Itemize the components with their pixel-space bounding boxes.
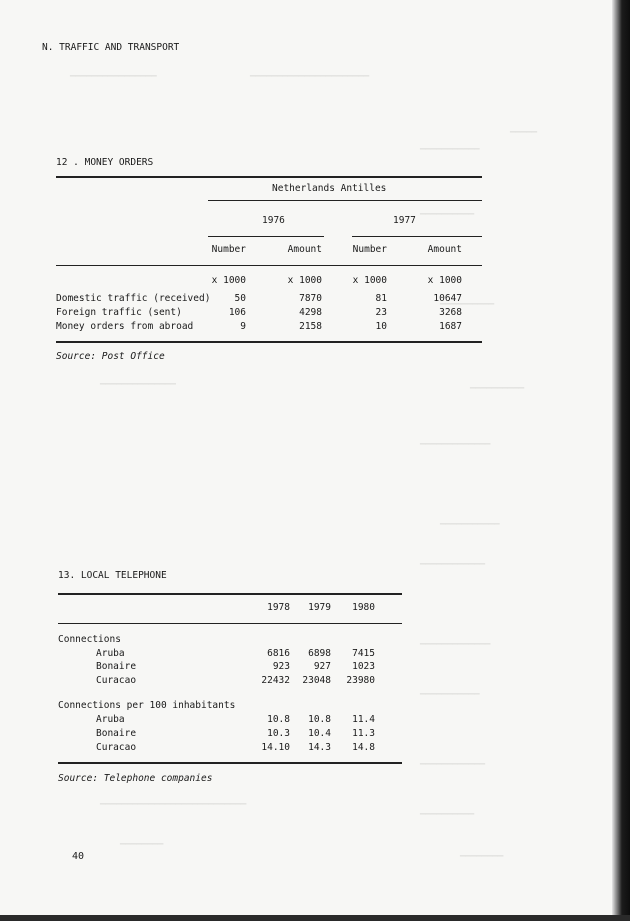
table12-unit: x 1000 (287, 275, 322, 286)
table13-cell: 10.8 (267, 714, 290, 725)
table13-group-heading: Connections (58, 634, 121, 645)
table12-cell: 10647 (433, 293, 462, 304)
table12-year-rule-1977 (352, 236, 482, 237)
table12-col-header: Number (211, 244, 246, 255)
table12-year-1977: 1977 (393, 215, 416, 226)
table12-row-label: Domestic traffic (received) (56, 293, 211, 304)
table13-cell: 23980 (346, 675, 375, 686)
table13-header-rule (58, 623, 402, 624)
table13-bottom-rule (58, 762, 402, 764)
table13-source: Source: Telephone companies (58, 773, 213, 784)
table13-year: 1980 (352, 602, 375, 613)
table12-source: Source: Post Office (56, 351, 165, 362)
table12-header-rule (56, 265, 482, 266)
table13-row-label: Curacao (96, 675, 137, 686)
table13-row-label: Curacao (96, 742, 137, 753)
table13-cell: 10.8 (308, 714, 331, 725)
table13-row-label: Aruba (96, 714, 125, 725)
table13-year: 1979 (308, 602, 331, 613)
table12-region: Netherlands Antilles (272, 183, 387, 194)
table13-cell: 10.3 (267, 728, 290, 739)
table12-unit: x 1000 (211, 275, 246, 286)
table12-cell: 7870 (299, 293, 322, 304)
table13-cell: 14.3 (308, 742, 331, 753)
table12-cell: 106 (228, 307, 246, 318)
table13-row-label: Aruba (96, 648, 125, 659)
table12-col-header: Amount (427, 244, 462, 255)
table12-title: 12 . MONEY ORDERS (56, 157, 154, 168)
table12-unit: x 1000 (427, 275, 462, 286)
table12-cell: 81 (375, 293, 387, 304)
table12-top-rule (56, 176, 482, 178)
table12-bottom-rule (56, 341, 482, 343)
table13-cell: 11.3 (352, 728, 375, 739)
table13-cell: 1023 (352, 661, 375, 672)
table13-cell: 10.4 (308, 728, 331, 739)
table12-cell: 4298 (299, 307, 322, 318)
table12-year-1976: 1976 (262, 215, 285, 226)
table13-row-label: Bonaire (96, 728, 137, 739)
table12-cell: 9 (240, 321, 246, 332)
table12-year-rule-1976 (208, 236, 324, 237)
scan-bottom-edge (0, 915, 630, 921)
table13-top-rule (58, 593, 402, 595)
page-number: 40 (72, 851, 85, 862)
table13-year: 1978 (267, 602, 290, 613)
table12-col-header: Number (352, 244, 387, 255)
table12-row-label: Foreign traffic (sent) (56, 307, 182, 318)
table13-cell: 23048 (302, 675, 331, 686)
table13-cell: 923 (272, 661, 290, 672)
scan-edge-shadow (612, 0, 630, 921)
table12-unit: x 1000 (352, 275, 387, 286)
table13-cell: 14.8 (352, 742, 375, 753)
table12-cell: 50 (234, 293, 246, 304)
table12-region-rule (208, 200, 482, 201)
table13-cell: 11.4 (352, 714, 375, 725)
table13-cell: 14.10 (261, 742, 290, 753)
table13-cell: 927 (313, 661, 331, 672)
table12-cell: 23 (375, 307, 387, 318)
table13-cell: 22432 (261, 675, 290, 686)
table12-cell: 10 (375, 321, 387, 332)
table13-cell: 6898 (308, 648, 331, 659)
table12-cell: 3268 (439, 307, 462, 318)
section-title: N. TRAFFIC AND TRANSPORT (42, 42, 180, 53)
table13-cell: 7415 (352, 648, 375, 659)
bleed-through: ──────────────── ────────────────────── ───── ─────────── ────────── ────────── ────────────── ────────── ───────────── ─────────── ──────────── ───────────── ─────────── ──────────── ─────────────────────────── ────────── ──────── ──────── (70, 72, 538, 862)
table13-cell: 6816 (267, 648, 290, 659)
table12-cell: 2158 (299, 321, 322, 332)
table12-row-label: Money orders from abroad (56, 321, 194, 332)
table13-title: 13. LOCAL TELEPHONE (58, 570, 167, 581)
table13-group-heading: Connections per 100 inhabitants (58, 700, 236, 711)
table12-col-header: Amount (287, 244, 322, 255)
table13-row-label: Bonaire (96, 661, 137, 672)
table12-cell: 1687 (439, 321, 462, 332)
